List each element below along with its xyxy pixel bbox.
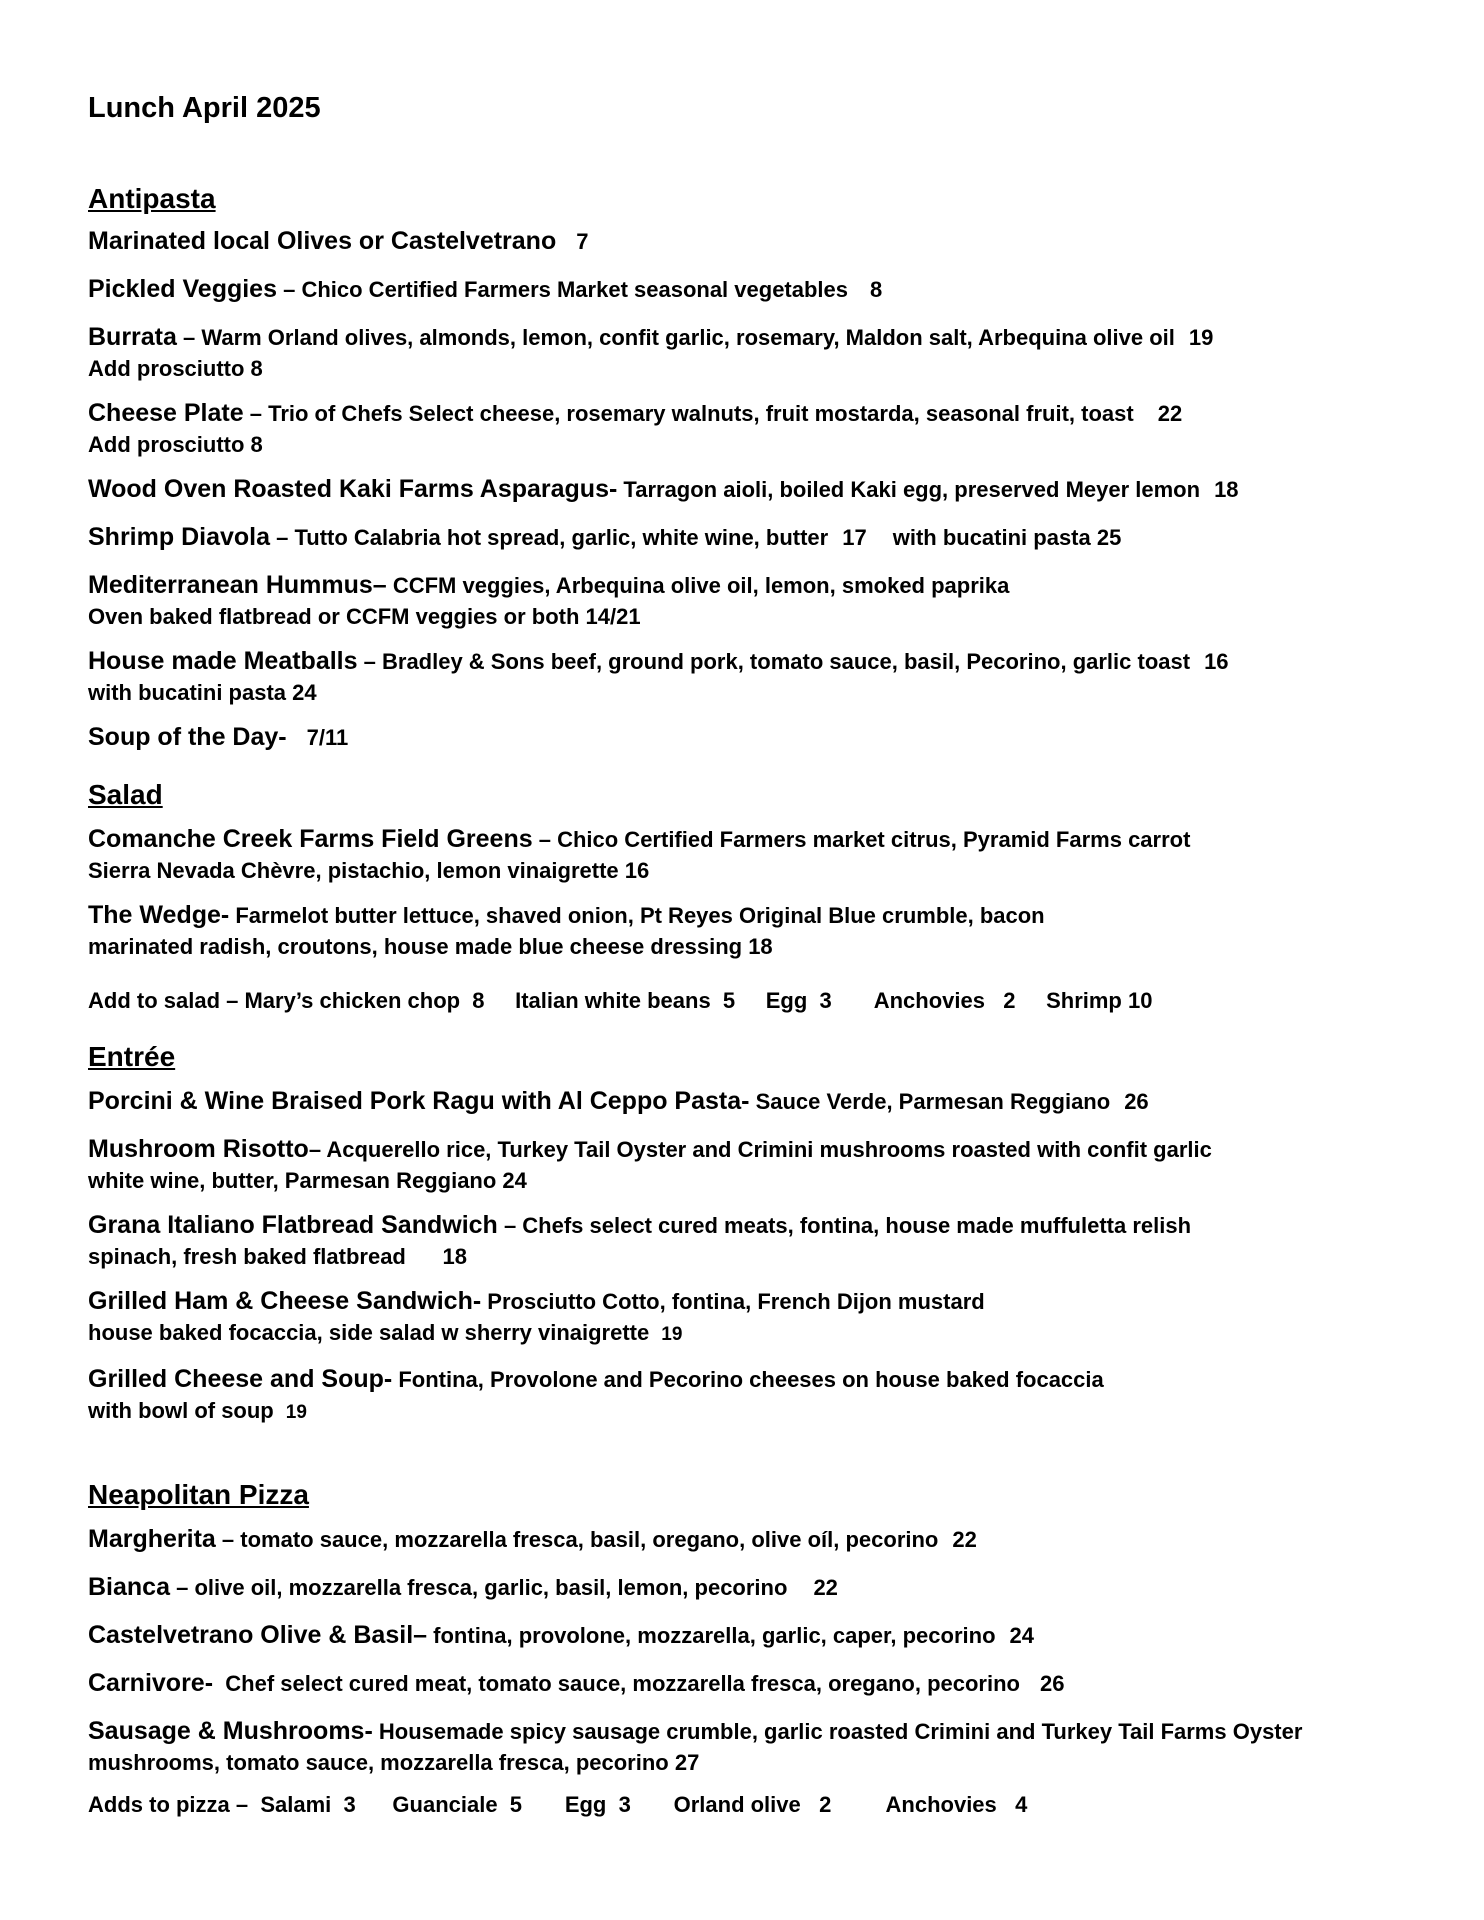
section-heading-salad: Salad [88, 779, 163, 810]
item-description: – Chico Certified Farmers market citrus, Pyramid Farms carrot [532, 827, 1191, 852]
item-name: The Wedge- [88, 901, 230, 929]
item-description-line2: spinach, fresh baked flatbread 18 [88, 1244, 468, 1269]
menu-item-meatballs [88, 647, 1458, 707]
item-price: 19 [1188, 325, 1214, 350]
menu-item-shrimp-diavola [88, 523, 1458, 555]
item-addon: with bucatini pasta 24 [88, 680, 317, 705]
item-name: Sausage & Mushrooms- [88, 1717, 373, 1745]
menu-title: Lunch April 2025 [88, 92, 321, 124]
item-price: 26 [1124, 1089, 1149, 1114]
item-price: 22 [813, 1575, 838, 1600]
item-description: CCFM veggies, Arbequina olive oil, lemon, smoked paprika [386, 573, 1010, 598]
item-description-line2 [88, 1397, 1458, 1427]
menu-item-carnivore [88, 1669, 1458, 1701]
section-heading-pizza: Neapolitan Pizza [88, 1479, 309, 1510]
item-name: Grana Italiano Flatbread Sandwich [88, 1211, 498, 1239]
menu-item-bianca [88, 1573, 1458, 1605]
item-description: – Chefs select cured meats, fontina, house made muffuletta relish [497, 1213, 1192, 1238]
menu-item-soup [88, 723, 1458, 755]
menu-item-burrata [88, 323, 1458, 383]
item-name: Cheese Plate [88, 399, 244, 427]
item-addon: Add prosciutto 8 [88, 432, 263, 457]
item-description: – Chico Certified Farmers Market seasonal vegetables [277, 277, 849, 302]
item-name: Soup of the Day- [88, 723, 287, 751]
item-description: – tomato sauce, mozzarella fresca, basil, oregano, olive oíl, pecorino [215, 1527, 939, 1552]
item-name: Shrimp Diavola [88, 523, 270, 551]
item-description: Prosciutto Cotto, fontina, French Dijon mustard [481, 1289, 985, 1314]
item-description: fontina, provolone, mozzarella, garlic, caper, pecorino [427, 1623, 996, 1648]
item-description: – Trio of Chefs Select cheese, rosemary walnuts, fruit mostarda, seasonal fruit, toast [243, 401, 1134, 426]
item-price: 18 [1214, 477, 1239, 502]
menu-item-sausage-mushrooms [88, 1717, 1458, 1777]
menu-item-hummus [88, 571, 1458, 631]
section-heading-entree: Entrée [88, 1041, 176, 1072]
item-description: – Warm Orland olives, almonds, lemon, confit garlic, rosemary, Maldon salt, Arbequina olive oil [176, 325, 1175, 350]
item-addon: Add prosciutto 8 [88, 356, 263, 381]
item-description: Fontina, Provolone and Pecorino cheeses on house baked focaccia [392, 1367, 1104, 1392]
item-name: Mediterranean Hummus– [88, 571, 387, 599]
item-description: Tarragon aioli, boiled Kaki egg, preserved Meyer lemon [617, 477, 1201, 502]
item-name: Burrata [88, 323, 177, 351]
item-description: – Bradley & Sons beef, ground pork, tomato sauce, basil, Pecorino, garlic toast [357, 649, 1191, 674]
menu-item-castelvetrano-pizza [88, 1621, 1458, 1653]
menu-item-risotto [88, 1135, 1458, 1195]
menu-item-flatbread-sandwich [88, 1211, 1458, 1271]
item-price: 19 [285, 1402, 307, 1423]
item-name: House made Meatballs [88, 647, 358, 675]
item-name: Margherita [88, 1525, 216, 1553]
item-description-text: house baked focaccia, side salad w sherry vinaigrette [88, 1320, 650, 1345]
item-price: 7/11 [306, 725, 349, 750]
item-description: Farmelot butter lettuce, shaved onion, Pt Reyes Original Blue crumble, bacon [229, 903, 1045, 928]
item-name: Castelvetrano Olive & Basil– [88, 1621, 428, 1649]
item-description-line2: Oven baked flatbread or CCFM veggies or both 14/21 [88, 604, 641, 629]
item-price: 22 [952, 1527, 977, 1552]
item-addon: with bucatini pasta 25 [892, 525, 1122, 550]
item-description: – Acquerello rice, Turkey Tail Oyster and Crimini mushrooms roasted with confit garlic [308, 1137, 1212, 1162]
item-name: Mushroom Risotto [88, 1135, 309, 1163]
menu-item-pickled-veggies [88, 275, 1458, 307]
item-description: – olive oil, mozzarella fresca, garlic, basil, lemon, pecorino [169, 1575, 788, 1600]
item-description-line2: Sierra Nevada Chèvre, pistachio, lemon vinaigrette 16 [88, 858, 650, 883]
item-description-line2 [88, 1319, 1458, 1349]
item-price: 16 [1204, 649, 1229, 674]
menu-item-asparagus [88, 475, 1458, 507]
item-price: 7 [576, 229, 589, 254]
item-description: – Tutto Calabria hot spread, garlic, white wine, butter [270, 525, 829, 550]
item-price: 19 [661, 1324, 683, 1345]
item-name: Grilled Cheese and Soup- [88, 1365, 393, 1393]
menu-item-olives [88, 227, 1458, 259]
item-name: Grilled Ham & Cheese Sandwich- [88, 1287, 482, 1315]
item-description-line2: mushrooms, tomato sauce, mozzarella fresca, pecorino 27 [88, 1750, 700, 1775]
item-name: Carnivore- [88, 1669, 214, 1697]
menu-item-grilled-cheese-soup [88, 1365, 1458, 1427]
item-description-text: with bowl of soup [88, 1398, 274, 1423]
item-price: 26 [1039, 1671, 1065, 1696]
item-name: Pickled Veggies [88, 275, 277, 303]
menu-page [88, 88, 1458, 1819]
salad-addons: Add to salad – Mary’s chicken chop 8 Italian white beans 5 Egg 3 Anchovies 2 Shrimp 10 [88, 988, 1153, 1013]
item-price: 17 [842, 525, 867, 550]
item-name: Porcini & Wine Braised Pork Ragu with Al Ceppo Pasta- [88, 1087, 750, 1115]
item-description: Chef select cured meat, tomato sauce, mozzarella fresca, oregano, pecorino [213, 1671, 1020, 1696]
menu-item-ham-cheese-sandwich [88, 1287, 1458, 1349]
item-name: Marinated local Olives or Castelvetrano [88, 227, 557, 255]
menu-item-field-greens [88, 825, 1458, 885]
item-description: Housemade spicy sausage crumble, garlic roasted Crimini and Turkey Tail Farms Oyster [372, 1719, 1303, 1744]
menu-item-wedge [88, 901, 1458, 961]
item-description-line2: white wine, butter, Parmesan Reggiano 24 [88, 1168, 527, 1193]
item-name: Comanche Creek Farms Field Greens [88, 825, 533, 853]
menu-item-pork-ragu [88, 1087, 1458, 1119]
item-name: Wood Oven Roasted Kaki Farms Asparagus- [88, 475, 618, 503]
item-name: Bianca [88, 1573, 170, 1601]
section-heading-antipasta: Antipasta [88, 183, 216, 214]
menu-item-cheese-plate [88, 399, 1458, 459]
item-description: Sauce Verde, Parmesan Reggiano [749, 1089, 1111, 1114]
pizza-addons: Adds to pizza – Salami 3 Guanciale 5 Egg 3 Orland olive 2 Anchovies 4 [88, 1792, 1028, 1817]
item-price: 24 [1009, 1623, 1034, 1648]
menu-item-margherita [88, 1525, 1458, 1557]
item-description-line2: marinated radish, croutons, house made blue cheese dressing 18 [88, 934, 773, 959]
item-price: 8 [870, 277, 883, 302]
item-price: 22 [1157, 401, 1183, 426]
